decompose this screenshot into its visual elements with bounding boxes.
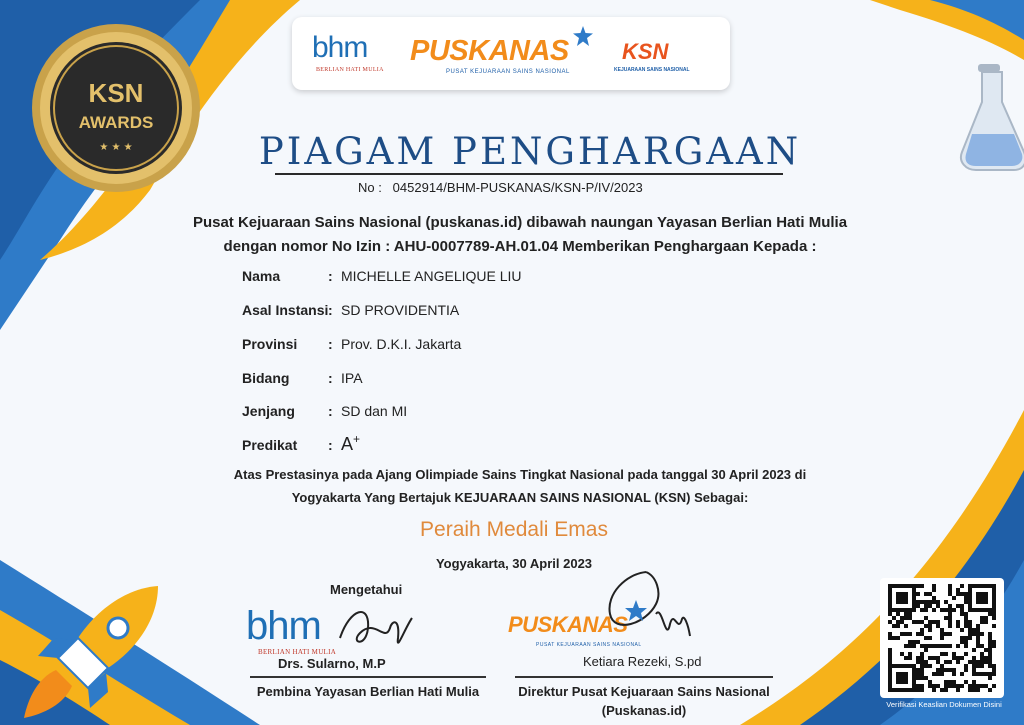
name-label: Nama [242, 268, 281, 284]
badge-line1: KSN [88, 78, 144, 108]
award-title: Peraih Medali Emas [420, 518, 608, 541]
field-colon: : [328, 370, 333, 386]
right-signature-line [515, 676, 773, 678]
name-value: MICHELLE ANGELIQUE LIU [341, 268, 522, 284]
right-signatory-role-line-1: Direktur Pusat Kejuaraan Sains Nasional [518, 684, 770, 699]
grade-letter: A [341, 434, 354, 454]
certificate-title: PIAGAM PENGHARGAAN [258, 130, 802, 173]
intro-line-2: dengan nomor No Izin : AHU-0007789-AH.01.04 Memberikan Penghargaan Kepada : [223, 238, 817, 255]
level-label: Jenjang [242, 403, 295, 419]
header-logo-box [292, 17, 730, 90]
province-label: Provinsi [242, 336, 298, 352]
ksn-logo: KSN [622, 39, 669, 64]
province-colon: : [328, 336, 333, 352]
puskanas-seal-subtitle: PUSAT KEJUARAAN SAINS NASIONAL [536, 642, 642, 648]
achievement-line-2: Yogyakarta Yang Bertajuk KEJUARAAN SAINS NASIONAL (KSN) Sebagai: [291, 490, 749, 505]
rocket-icon [18, 578, 168, 725]
province-value: Prov. D.K.I. Jakarta [341, 336, 462, 352]
grade-plus: + [353, 432, 361, 446]
left-signatory-role: Pembina Yayasan Berlian Hati Mulia [256, 684, 480, 699]
institution-colon: : [328, 302, 333, 318]
grade-value [341, 432, 360, 455]
certificate-number: No : 0452914/BHM-PUSKANAS/KSN-P/IV/2023 [358, 180, 643, 195]
level-colon: : [328, 403, 333, 419]
field-label: Bidang [242, 370, 290, 386]
puskanas-logo-subtitle: PUSAT KEJUARAAN SAINS NASIONAL [446, 69, 570, 75]
bhm-seal-subtitle: BERLIAN HATI MULIA [258, 648, 337, 656]
title-divider [275, 173, 783, 175]
bhm-logo: bhm [312, 31, 368, 64]
institution-label: Asal Instansi [242, 302, 329, 318]
institution-value: SD PROVIDENTIA [341, 302, 460, 318]
qr-verification-caption[interactable]: Verifikasi Keaslian Dokumen Disini [886, 700, 1002, 709]
intro-line-1: Pusat Kejuaraan Sains Nasional (puskanas.id) dibawah naungan Yayasan Berlian Hati Mulia [192, 214, 848, 231]
ksn-logo-subtitle: KEJUARAAN SAINS NASIONAL [614, 67, 690, 73]
name-colon: : [328, 268, 333, 284]
acknowledged-label: Mengetahui [330, 582, 403, 597]
level-value: SD dan MI [341, 403, 408, 419]
right-signatory-name: Ketiara Rezeki, S.pd [583, 654, 702, 669]
left-signatory-name: Drs. Sularno, M.P [278, 656, 386, 671]
qr-code-frame[interactable] [880, 578, 1004, 698]
qr-code-icon [888, 584, 996, 692]
badge-line2: AWARDS [78, 113, 154, 132]
right-signature [596, 564, 696, 654]
field-value: IPA [341, 370, 363, 386]
grade-colon: : [328, 437, 333, 453]
puskanas-seal-logo: PUSKANAS [508, 612, 628, 637]
achievement-line-1: Atas Prestasinya pada Ajang Olimpiade Sains Tingkat Nasional pada tanggal 30 April 2023 di [233, 467, 807, 482]
flask-icon [958, 62, 1024, 177]
grade-label: Predikat [242, 437, 298, 453]
place-date: Yogyakarta, 30 April 2023 [435, 556, 593, 571]
left-signature [330, 598, 420, 658]
left-signature-line [250, 676, 486, 678]
ksn-awards-badge [30, 22, 202, 194]
puskanas-logo: PUSKANAS [410, 35, 569, 67]
badge-stars: ★ ★ ★ [99, 142, 133, 153]
bhm-seal-logo: bhm [246, 604, 321, 648]
bhm-logo-subtitle: BERLIAN HATI MULIA [316, 67, 384, 73]
star-icon [572, 25, 594, 47]
right-signatory-role-line-2: (Puskanas.id) [601, 703, 687, 718]
